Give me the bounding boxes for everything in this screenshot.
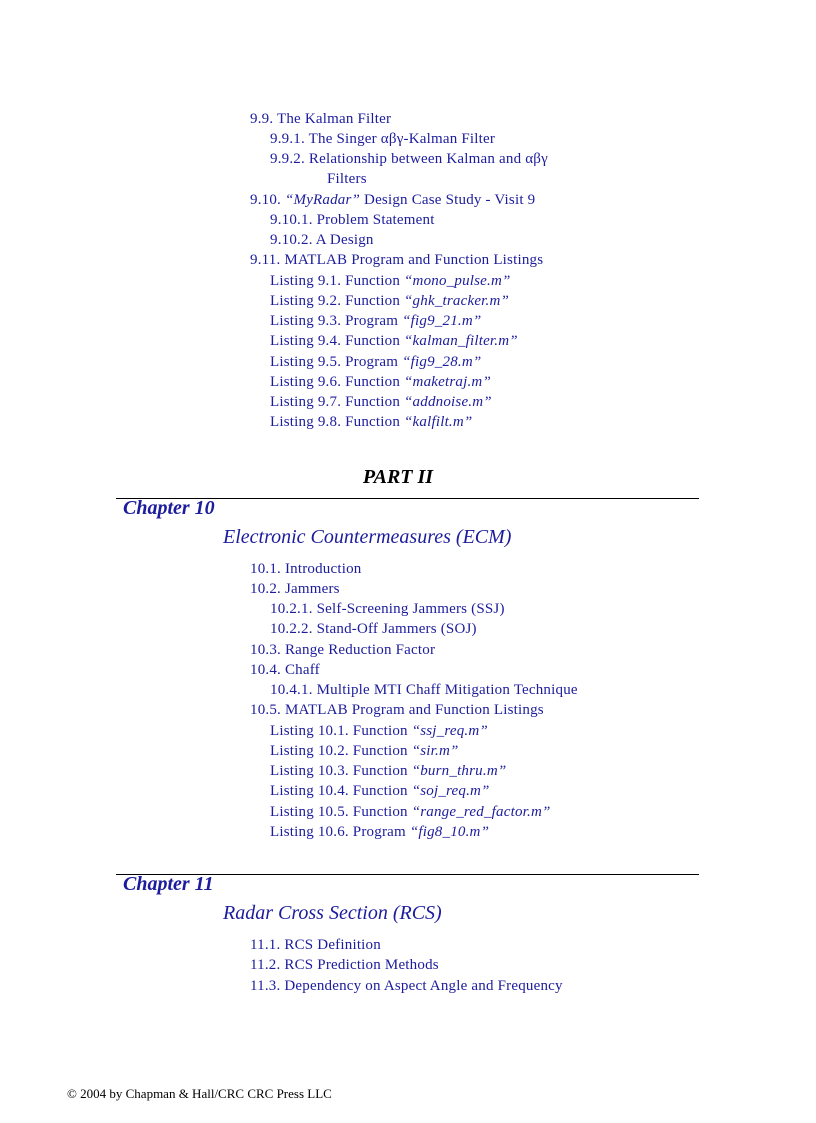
toc-listing[interactable] (270, 331, 518, 351)
listing-text: Listing 10.1. Function (270, 723, 412, 739)
entry-text: 9.10.1. Problem Statement (270, 212, 435, 228)
listing-text: Listing 9.6. Function (270, 374, 404, 390)
listing-text: Listing 9.8. Function (270, 414, 404, 430)
listing-filename: “ssj_req.m” (411, 723, 488, 739)
listing-filename: “soj_req.m” (411, 783, 490, 799)
entry-text: 9.9.2. Relationship between Kalman and αβγ (270, 151, 548, 167)
entry-text: 10.3. Range Reduction Factor (250, 642, 436, 658)
toc-entry[interactable] (250, 660, 320, 680)
copyright-footer: © 2004 by Chapman & Hall/CRC CRC Press LLC (67, 1086, 332, 1101)
listing-filename: “fig9_21.m” (402, 313, 482, 329)
entry-text: 11.3. Dependency on Aspect Angle and Frequency (250, 978, 563, 994)
toc-entry[interactable] (250, 559, 362, 579)
toc-listing[interactable] (270, 802, 551, 822)
toc-entry[interactable] (270, 680, 578, 700)
toc-entry[interactable] (270, 210, 435, 230)
entry-text: 10.4. Chaff (250, 662, 320, 678)
toc-entry[interactable] (270, 619, 477, 639)
entry-text: 10.2.2. Stand-Off Jammers (SOJ) (270, 621, 477, 637)
entry-text: 9.9. The Kalman Filter (250, 111, 392, 127)
listing-text: Listing 10.2. Function (270, 743, 412, 759)
toc-listing[interactable] (270, 741, 459, 761)
entry-text: 10.4.1. Multiple MTI Chaff Mitigation Technique (270, 682, 578, 698)
listing-filename: “ghk_tracker.m” (404, 293, 510, 309)
toc-listing[interactable] (270, 392, 492, 412)
toc-entry[interactable] (250, 935, 381, 955)
entry-text: 9.10.2. A Design (270, 232, 374, 248)
toc-listing[interactable] (270, 352, 481, 372)
toc-entry[interactable] (250, 976, 563, 996)
part-title: PART II (362, 466, 434, 488)
entry-emphasis: “MyRadar” (284, 192, 361, 208)
chapter-11-title[interactable]: Radar Cross Section (RCS) (223, 902, 442, 924)
entry-text: 10.2.1. Self-Screening Jammers (SSJ) (270, 601, 505, 617)
toc-entry[interactable] (250, 190, 535, 210)
chapter-10-title[interactable]: Electronic Countermeasures (ECM) (223, 526, 512, 548)
listing-text: Listing 9.4. Function (270, 333, 404, 349)
entry-text: 9.10. (250, 192, 285, 208)
entry-text: 11.2. RCS Prediction Methods (250, 957, 439, 973)
toc-entry[interactable] (250, 579, 340, 599)
toc-entry[interactable] (250, 640, 435, 660)
toc-listing[interactable] (270, 311, 481, 331)
listing-filename: “range_red_factor.m” (411, 804, 551, 820)
toc-entry[interactable] (250, 250, 543, 270)
entry-text: 9.11. MATLAB Program and Function Listings (250, 252, 544, 268)
toc-listing[interactable] (270, 721, 488, 741)
toc-entry[interactable] (270, 129, 495, 149)
listing-text: Listing 10.3. Function (270, 763, 412, 779)
entry-text: Design Case Study - Visit 9 (360, 192, 536, 208)
toc-entry[interactable] (250, 700, 544, 720)
toc-listing[interactable] (270, 372, 491, 392)
listing-text: Listing 9.7. Function (270, 394, 404, 410)
listing-filename: “burn_thru.m” (411, 763, 507, 779)
toc-listing[interactable] (270, 271, 511, 291)
listing-text: Listing 9.3. Program (270, 313, 403, 329)
entry-text: 10.1. Introduction (250, 561, 362, 577)
entry-text: 9.9.1. The Singer αβγ-Kalman Filter (270, 131, 496, 147)
entry-text: 10.5. MATLAB Program and Function Listings (250, 702, 544, 718)
listing-filename: “maketraj.m” (404, 374, 491, 390)
listing-filename: “kalman_filter.m” (404, 333, 518, 349)
toc-entry[interactable] (250, 955, 439, 975)
toc-listing[interactable] (270, 761, 506, 781)
listing-text: Listing 10.6. Program (270, 824, 410, 840)
listing-text: Listing 10.5. Function (270, 804, 412, 820)
toc-entry[interactable] (270, 230, 374, 250)
entry-text: Filters (327, 171, 367, 187)
toc-listing[interactable] (270, 291, 509, 311)
listing-filename: “fig8_10.m” (409, 824, 490, 840)
toc-listing[interactable] (270, 412, 472, 432)
listing-text: Listing 9.5. Program (270, 354, 403, 370)
listing-filename: “fig9_28.m” (402, 354, 482, 370)
toc-entry[interactable] (270, 149, 548, 169)
toc-listing[interactable] (270, 781, 490, 801)
chapter-10-label[interactable]: Chapter 10 (123, 497, 215, 519)
listing-filename: “sir.m” (411, 743, 459, 759)
listing-filename: “mono_pulse.m” (404, 273, 511, 289)
toc-entry[interactable] (250, 109, 391, 129)
listing-text: Listing 9.2. Function (270, 293, 404, 309)
listing-text: Listing 9.1. Function (270, 273, 404, 289)
entry-text: 10.2. Jammers (250, 581, 340, 597)
listing-filename: “addnoise.m” (404, 394, 492, 410)
chapter-11-label[interactable]: Chapter 11 (123, 873, 214, 895)
toc-entry[interactable] (270, 599, 505, 619)
toc-listing[interactable] (270, 822, 489, 842)
listing-filename: “kalfilt.m” (404, 414, 473, 430)
listing-text: Listing 10.4. Function (270, 783, 412, 799)
entry-text: 11.1. RCS Definition (250, 937, 381, 953)
toc-entry-continuation[interactable] (327, 169, 367, 189)
